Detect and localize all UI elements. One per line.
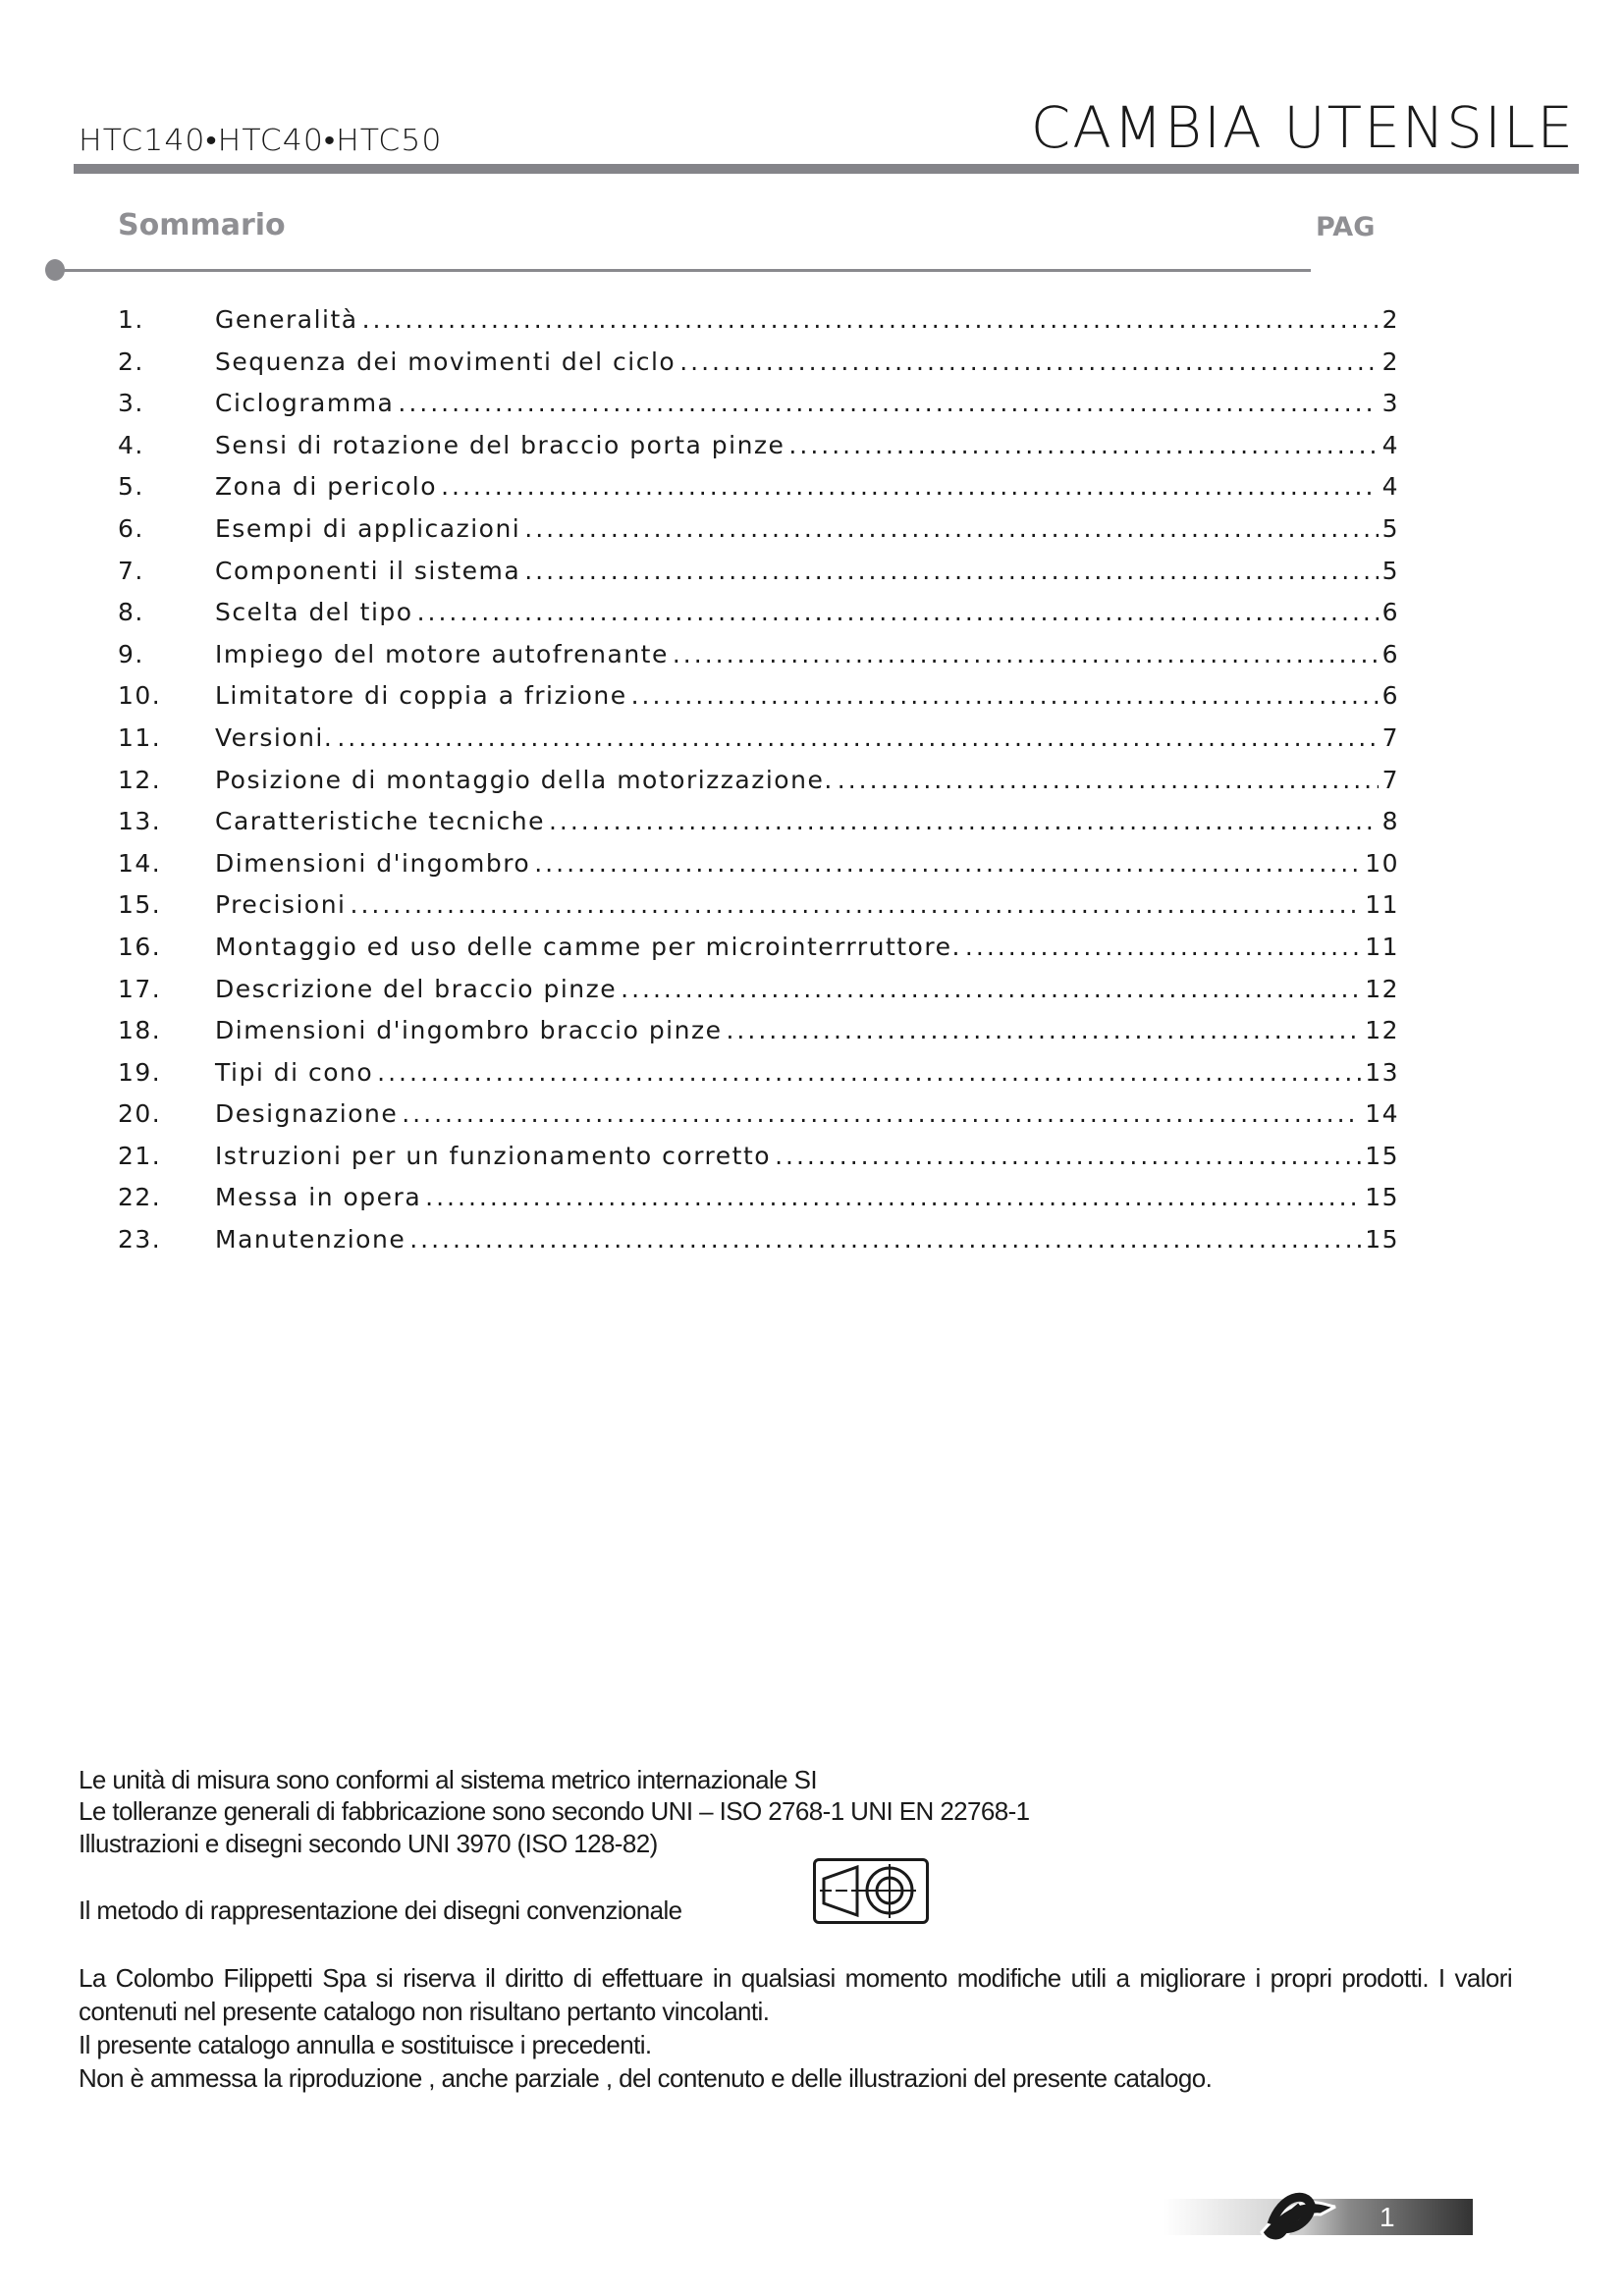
toc-item-label: Limitatore di coppia a frizione	[215, 681, 627, 711]
toc-item-page: 15	[1365, 1141, 1399, 1170]
toc-item-page: 7	[1381, 722, 1399, 752]
toc-heading: Sommario	[118, 208, 286, 242]
toc-item-page: 15	[1365, 1225, 1399, 1255]
toc-item[interactable]	[118, 431, 1399, 473]
dot-leader	[524, 557, 1378, 585]
toc-item-number: 20.	[118, 1099, 162, 1129]
toc-item-page: 5	[1381, 556, 1399, 585]
toc-item-number: 12.	[118, 765, 162, 794]
dot-leader	[549, 807, 1379, 835]
toc-item-page: 10	[1365, 848, 1399, 878]
first-angle-projection-icon	[813, 1858, 929, 1924]
toc-item-page: 11	[1365, 890, 1399, 920]
dot-leader	[409, 1225, 1361, 1254]
dot-leader	[838, 766, 1379, 794]
note-method: Il metodo di rappresentazione dei disegni convenzionale	[79, 1896, 682, 1925]
toc-item[interactable]	[118, 305, 1399, 347]
toc-item-number: 23.	[118, 1225, 162, 1255]
toc-item[interactable]	[118, 472, 1399, 514]
toc-item-number: 17.	[118, 974, 162, 1003]
toc-item-number: 8.	[118, 598, 144, 627]
dot-leader	[726, 1016, 1361, 1044]
toc-item-label: Dimensioni d'ingombro braccio pinze	[215, 1016, 723, 1045]
toc-item-number: 22.	[118, 1183, 162, 1212]
toc-item-number: 9.	[118, 639, 144, 668]
toc-item[interactable]	[118, 807, 1399, 849]
dot-leader	[441, 472, 1379, 501]
note-units: Le unità di misura sono conformi al sistema metrico internazionale SI	[79, 1765, 817, 1794]
toc-item-label: Tipi di cono	[215, 1057, 374, 1087]
note-drawings: Illustrazioni e disegni secondo UNI 3970 (ISO 128-82)	[79, 1829, 658, 1858]
document-title: CAMBIA UTENSILE	[1030, 94, 1575, 161]
table-of-contents	[118, 305, 1399, 1267]
toc-item-number: 1.	[118, 305, 144, 334]
toc-item-number: 13.	[118, 807, 162, 836]
toc-item-number: 18.	[118, 1016, 162, 1045]
toc-item-label: Manutenzione	[215, 1225, 406, 1255]
toc-item[interactable]	[118, 890, 1399, 933]
toc-item-page: 12	[1365, 1016, 1399, 1045]
toc-item[interactable]	[118, 557, 1399, 599]
toc-item-label: Descrizione del braccio pinze	[215, 974, 618, 1003]
toc-item[interactable]	[118, 514, 1399, 557]
toc-item-page: 14	[1365, 1099, 1399, 1129]
toc-item[interactable]	[118, 389, 1399, 431]
toc-item-label: Zona di pericolo	[215, 472, 438, 502]
toc-item-number: 14.	[118, 848, 162, 878]
dot-leader	[679, 347, 1378, 376]
toc-item-label: Ciclogramma	[215, 389, 395, 418]
company-logo-icon	[1252, 2185, 1340, 2253]
toc-item-label: Caratteristiche tecniche	[215, 807, 545, 836]
dot-leader	[402, 1099, 1361, 1128]
toc-item-page: 2	[1381, 347, 1399, 376]
disclaimer-paragraph: Non è ammessa la riproduzione , anche parziale , del contenuto e delle illustrazioni del presente catalogo.	[79, 2063, 1213, 2093]
toc-item-page: 13	[1365, 1057, 1399, 1087]
dot-leader	[631, 681, 1379, 710]
dot-leader	[337, 723, 1378, 752]
toc-item-number: 2.	[118, 347, 144, 376]
toc-item-number: 10.	[118, 681, 162, 711]
toc-item-number: 7.	[118, 556, 144, 585]
toc-item-number: 21.	[118, 1141, 162, 1170]
toc-item-number: 15.	[118, 890, 162, 920]
note-tolerances: Le tolleranze generali di fabbricazione sono secondo UNI – ISO 2768-1 UNI EN 22768-1	[79, 1796, 1030, 1826]
toc-item[interactable]	[118, 766, 1399, 808]
disclaimer	[79, 1961, 1512, 2095]
toc-item-label: Precisioni	[215, 890, 347, 920]
toc-item[interactable]	[118, 1183, 1399, 1225]
page-number: 1	[1380, 2202, 1395, 2232]
toc-rule	[59, 269, 1311, 272]
dot-leader	[621, 975, 1361, 1003]
toc-item-label: Versioni.	[215, 722, 334, 752]
product-models: HTC140•HTC40•HTC50	[79, 124, 443, 158]
toc-item-label: Generalità	[215, 305, 358, 334]
toc-item[interactable]	[118, 640, 1399, 682]
toc-item-label: Designazione	[215, 1099, 399, 1129]
toc-item[interactable]	[118, 347, 1399, 390]
dot-leader	[775, 1142, 1361, 1170]
disclaimer-paragraph: La Colombo Filippetti Spa si riserva il diritto di effettuare in qualsiasi momento modifiche utili a migliorare i propri prodotti. I valori contenuti nel presente catalogo non risultano pertanto vincolanti.	[79, 1963, 1512, 2026]
toc-item-page: 4	[1381, 430, 1399, 459]
toc-item-number: 5.	[118, 472, 144, 502]
toc-item-number: 16.	[118, 932, 162, 961]
toc-item-page: 6	[1381, 598, 1399, 627]
toc-item-label: Messa in opera	[215, 1183, 422, 1212]
toc-item[interactable]	[118, 975, 1399, 1017]
toc-item-label: Impiego del motore autofrenante	[215, 639, 669, 668]
toc-item-page: 8	[1381, 807, 1399, 836]
header-divider	[74, 164, 1579, 174]
disclaimer-paragraph: Il presente catalogo annulla e sostituisce i precedenti.	[79, 2030, 652, 2059]
toc-item[interactable]	[118, 681, 1399, 723]
toc-item[interactable]	[118, 1142, 1399, 1184]
toc-item-label: Montaggio ed uso delle camme per microinterrruttore.	[215, 932, 961, 961]
toc-item-label: Componenti il sistema	[215, 556, 521, 585]
toc-item-page: 15	[1365, 1183, 1399, 1212]
toc-item[interactable]	[118, 1225, 1399, 1267]
dot-leader	[788, 431, 1378, 459]
toc-item-label: Posizione di montaggio della motorizzazione.	[215, 765, 834, 794]
toc-item-label: Sequenza dei movimenti del ciclo	[215, 347, 677, 376]
toc-item[interactable]	[118, 723, 1399, 766]
toc-item-number: 3.	[118, 389, 144, 418]
toc-item[interactable]	[118, 1099, 1399, 1142]
dot-leader	[425, 1183, 1361, 1211]
toc-page-heading: PAG	[1316, 212, 1376, 242]
toc-item-number: 19.	[118, 1057, 162, 1087]
toc-item-label: Dimensioni d'ingombro	[215, 848, 531, 878]
toc-item-page: 11	[1365, 932, 1399, 961]
toc-item-label: Sensi di rotazione del braccio porta pinze	[215, 430, 785, 459]
toc-item-label: Istruzioni per un funzionamento corretto	[215, 1141, 772, 1170]
dot-leader	[965, 933, 1361, 961]
toc-item-page: 6	[1381, 681, 1399, 711]
toc-item-number: 6.	[118, 513, 144, 543]
toc-item-page: 7	[1381, 765, 1399, 794]
toc-item-label: Scelta del tipo	[215, 598, 413, 627]
toc-item-page: 6	[1381, 639, 1399, 668]
dot-leader	[534, 849, 1361, 878]
toc-item-page: 5	[1381, 513, 1399, 543]
dot-leader	[351, 890, 1362, 919]
dot-leader	[362, 305, 1379, 334]
toc-item-label: Esempi di applicazioni	[215, 513, 521, 543]
toc-item[interactable]	[118, 1058, 1399, 1100]
toc-item-page: 2	[1381, 305, 1399, 334]
toc-item-page: 4	[1381, 472, 1399, 502]
toc-item-page: 3	[1381, 389, 1399, 418]
dot-leader	[524, 514, 1378, 543]
toc-item-page: 12	[1365, 974, 1399, 1003]
toc-item[interactable]	[118, 1016, 1399, 1058]
dot-leader	[417, 598, 1379, 626]
toc-item[interactable]	[118, 933, 1399, 975]
toc-item[interactable]	[118, 849, 1399, 891]
toc-item-number: 11.	[118, 722, 162, 752]
dot-leader	[377, 1058, 1361, 1087]
dot-leader	[673, 640, 1379, 668]
toc-item[interactable]	[118, 598, 1399, 640]
toc-item-number: 4.	[118, 430, 144, 459]
dot-leader	[398, 389, 1378, 417]
